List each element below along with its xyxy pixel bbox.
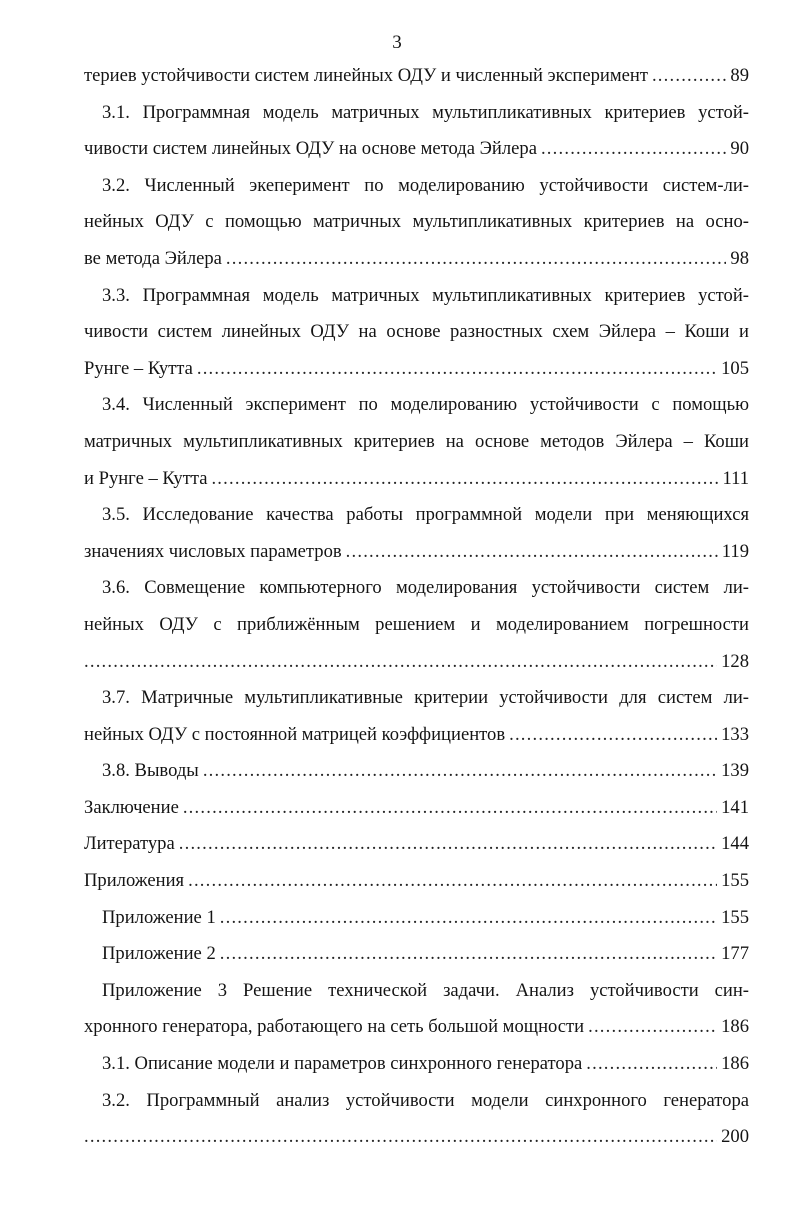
toc-page-number: 89 <box>730 65 749 86</box>
toc-entry-text: Заключение <box>84 796 179 818</box>
toc-page-number: 155 <box>721 870 749 892</box>
dot-leader <box>84 644 717 681</box>
toc-entry <box>84 790 749 827</box>
toc-entry-text: нейных ОДУ с постоянной матрицей коэффициентов <box>84 723 506 745</box>
toc-entry-text: и Рунге – Кутта <box>84 467 208 489</box>
toc-entry-line: матричных мультипликативных критериев на основе методов Эйлера – Коши <box>84 430 749 452</box>
toc-entry <box>84 1119 749 1156</box>
dot-leader <box>188 863 717 900</box>
toc-entry-text: Приложение 1 <box>102 906 216 928</box>
toc-entry <box>84 717 749 754</box>
toc-entry <box>84 461 749 498</box>
toc-entry-line: 3.5. Исследование качества работы программной модели при меняющихся <box>102 504 749 526</box>
toc-entry-line: чивости систем линейных ОДУ на основе разностных схем Эйлера – Коши и <box>84 321 749 343</box>
toc-entry-line: 3.2. Программный анализ устойчивости модели синхронного генератора <box>102 1089 749 1111</box>
dot-leader <box>226 241 727 278</box>
toc-page-number: 105 <box>721 357 749 379</box>
toc-entry-text: ве метода Эйлера <box>84 247 222 269</box>
dot-leader <box>183 790 717 827</box>
dot-leader <box>220 936 717 973</box>
toc-entry-text: значениях числовых параметров <box>84 540 342 562</box>
toc-page-number: 90 <box>730 138 749 160</box>
toc-entry <box>84 936 749 973</box>
toc-entry-line: нейных ОДУ с помощью матричных мультипликативных критериев на осно- <box>84 211 749 233</box>
dot-leader <box>652 58 726 95</box>
dot-leader <box>179 826 717 863</box>
toc-entry-text: териев устойчивости систем линейных ОДУ и численный эксперимент <box>84 65 648 86</box>
toc-entry-line: 3.1. Программная модель матричных мультипликативных критериев устой- <box>102 101 749 123</box>
dot-leader <box>211 461 718 498</box>
toc-entry <box>84 753 749 790</box>
toc-entry <box>84 58 749 95</box>
toc-page-number: 139 <box>721 760 749 782</box>
toc-entry-text: Рунге – Кутта <box>84 357 193 379</box>
toc-entry-line: 3.2. Численный экеперимент по моделированию устойчивости систем-ли- <box>102 174 749 196</box>
dot-leader <box>220 900 717 937</box>
toc-entry <box>84 644 749 681</box>
toc-entry-text: чивости систем линейных ОДУ на основе метода Эйлера <box>84 138 537 160</box>
table-of-contents <box>84 58 749 1156</box>
toc-page-number: 141 <box>721 796 749 818</box>
toc-page-number: 144 <box>721 833 749 855</box>
toc-page-number: 177 <box>721 943 749 965</box>
toc-page-number: 133 <box>721 723 749 745</box>
toc-entry-text: 3.8. Выводы <box>102 760 199 782</box>
dot-leader <box>197 351 717 388</box>
dot-leader <box>586 1046 717 1083</box>
toc-entry <box>84 241 749 278</box>
toc-page-number: 98 <box>730 247 749 269</box>
toc-entry <box>84 534 749 571</box>
page-number: 3 <box>392 32 402 53</box>
toc-page-number: 119 <box>721 540 749 562</box>
dot-leader <box>509 717 717 754</box>
toc-entry-line: нейных ОДУ с приближённым решением и моделированием погрешности <box>84 613 749 635</box>
toc-entry-line: 3.4. Численный эксперимент по моделированию устойчивости с помощью <box>102 394 749 416</box>
toc-entry-line: Приложение 3 Решение технической задачи. Анализ устойчивости син- <box>102 979 749 1001</box>
dot-leader <box>541 131 726 168</box>
toc-entry <box>84 131 749 168</box>
dot-leader <box>203 753 717 790</box>
toc-entry <box>84 863 749 900</box>
toc-entry <box>84 826 749 863</box>
toc-entry-line: 3.3. Программная модель матричных мультипликативных критериев устой- <box>102 284 749 306</box>
toc-entry-line: 3.6. Совмещение компьютерного моделирования устойчивости систем ли- <box>102 577 749 599</box>
toc-entry-line: 3.7. Матричные мультипликативные критерии устойчивости для систем ли- <box>102 687 749 709</box>
toc-page-number: 111 <box>722 467 749 489</box>
toc-page-number: 186 <box>721 1016 749 1038</box>
toc-entry-text: 3.1. Описание модели и параметров синхронного генератора <box>102 1053 583 1075</box>
toc-entry <box>84 1009 749 1046</box>
dot-leader <box>346 534 718 571</box>
toc-entry <box>84 351 749 388</box>
toc-entry-text: Приложение 2 <box>102 943 216 965</box>
toc-page-number: 155 <box>721 906 749 928</box>
toc-page-number: 200 <box>721 1126 749 1148</box>
toc-entry-text: Приложения <box>84 870 185 892</box>
toc-entry <box>84 900 749 937</box>
toc-page-number: 186 <box>721 1053 749 1075</box>
dot-leader <box>84 1119 717 1156</box>
toc-entry-text: хронного генератора, работающего на сеть большой мощности <box>84 1016 585 1038</box>
toc-entry <box>84 1046 749 1083</box>
toc-page-number: 128 <box>721 650 749 672</box>
dot-leader <box>588 1009 717 1046</box>
toc-entry-text: Литература <box>84 833 175 855</box>
